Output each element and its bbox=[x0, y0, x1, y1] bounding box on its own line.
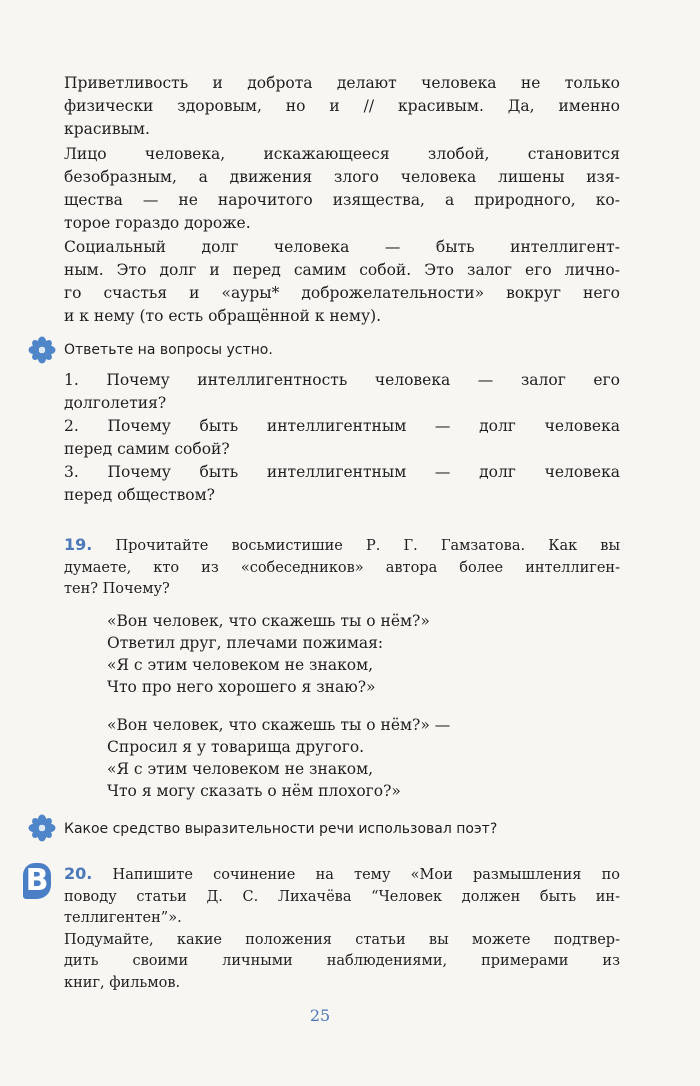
page-number: 25 bbox=[309, 1006, 331, 1025]
letter-v-badge-icon: В bbox=[23, 863, 51, 899]
text-line: 3. Почему быть интеллигентным — долг человека bbox=[64, 463, 620, 481]
text-line: го счастья и «ауры* доброжелательности» вокруг него bbox=[64, 284, 620, 302]
question-3 bbox=[64, 461, 620, 507]
text-line: перед обществом? bbox=[64, 486, 215, 504]
text-line: ным. Это долг и перед самим собой. Это залог его лично- bbox=[64, 261, 620, 279]
task-line bbox=[64, 863, 620, 887]
poem-line: Ответил друг, плечами пожимая: bbox=[107, 634, 384, 652]
text-line: физически здоровым, но и // красивым. Да, именно bbox=[64, 97, 620, 115]
task-number: 19. bbox=[64, 535, 93, 554]
poem-stanza-1 bbox=[107, 610, 567, 698]
task-20 bbox=[64, 863, 620, 994]
poem-line: Что я могу сказать о нём плохого?» bbox=[107, 782, 401, 800]
poem-line: «Я с этим человеком не знаком, bbox=[107, 656, 374, 674]
task-line: Подумайте, какие положения статьи вы можете подтвер- bbox=[64, 931, 620, 948]
flower-icon bbox=[28, 336, 56, 364]
text-line: перед самим собой? bbox=[64, 440, 230, 458]
text-line: и к нему (то есть обращённой к нему). bbox=[64, 307, 382, 325]
text-line: Приветливость и доброта делают человека не только bbox=[64, 74, 620, 92]
intro-paragraph-2 bbox=[64, 143, 620, 235]
task-line bbox=[64, 534, 620, 558]
poem-line: «Я с этим человеком не знаком, bbox=[107, 760, 374, 778]
task-line: думаете, кто из «собеседников» автора более интеллиген- bbox=[64, 559, 620, 576]
text-line: 1. Почему интеллигентность человека — залог его bbox=[64, 371, 620, 389]
text-line: 2. Почему быть интеллигентным — долг человека bbox=[64, 417, 620, 435]
task-text: Напишите сочинение на тему «Мои размышления по bbox=[112, 867, 620, 883]
expressive-question: Какое средство выразительности речи использовал поэт? bbox=[64, 821, 498, 837]
task-line: поводу статьи Д. С. Лихачёва “Человек должен быть ин- bbox=[64, 888, 620, 905]
text-line: щества — не нарочитого изящества, а природного, ко- bbox=[64, 191, 620, 209]
task-line: дить своими личными наблюдениями, примерами из bbox=[64, 953, 620, 969]
question-2 bbox=[64, 415, 620, 461]
question-1 bbox=[64, 369, 620, 415]
task-line: теллигентен”». bbox=[64, 910, 182, 926]
text-line: Лицо человека, искажающееся злобой, становится bbox=[64, 145, 620, 163]
poem-line: Что про него хорошего я знаю?» bbox=[107, 678, 376, 696]
intro-paragraph-3 bbox=[64, 236, 620, 328]
text-line: безобразным, а движения злого человека лишены изя- bbox=[64, 168, 620, 186]
task-number: 20. bbox=[64, 864, 93, 883]
poem-line: Спросил я у товарища другого. bbox=[107, 738, 365, 756]
poem-line: «Вон человек, что скажешь ты о нём?» — bbox=[107, 716, 451, 734]
task-19 bbox=[64, 534, 620, 601]
task-text: Прочитайте восьмистишие Р. Г. Гамзатова. Как вы bbox=[115, 538, 620, 554]
text-line: красивым. bbox=[64, 120, 150, 138]
flower-icon bbox=[28, 814, 56, 842]
oral-instruction: Ответьте на вопросы устно. bbox=[64, 342, 273, 358]
text-line: торое гораздо дороже. bbox=[64, 214, 251, 232]
task-line: тен? Почему? bbox=[64, 581, 170, 597]
poem-line: «Вон человек, что скажешь ты о нём?» bbox=[107, 612, 430, 630]
text-line: Социальный долг человека — быть интеллигент- bbox=[64, 238, 620, 256]
text-line: долголетия? bbox=[64, 394, 167, 412]
poem-stanza-2 bbox=[107, 714, 567, 802]
task-line: книг, фильмов. bbox=[64, 974, 181, 991]
intro-paragraph-1 bbox=[64, 72, 620, 141]
